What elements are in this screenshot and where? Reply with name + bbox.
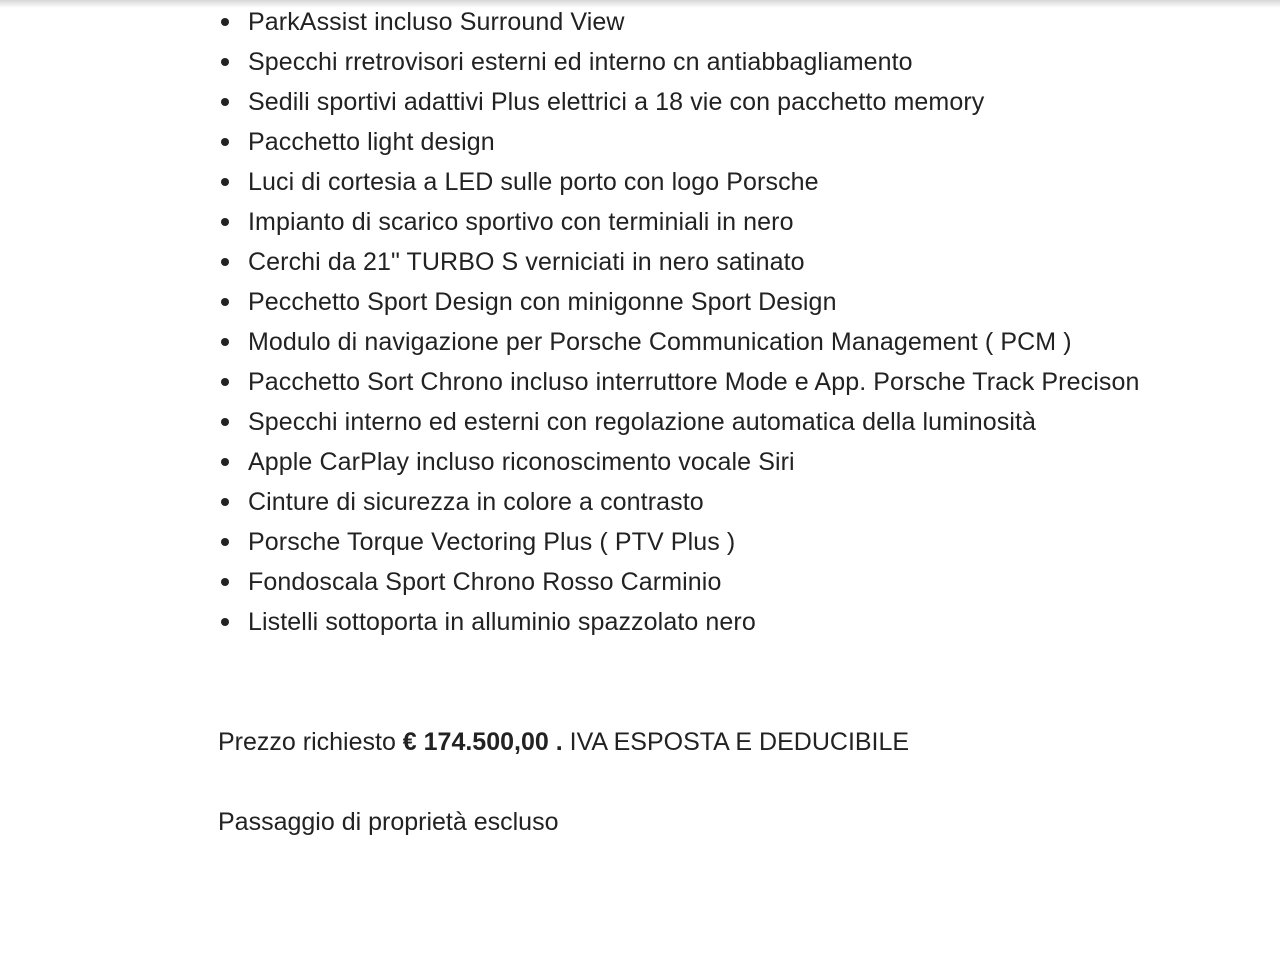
- feature-item: Pecchetto Sport Design con minigonne Sport Design: [218, 282, 1238, 322]
- feature-item: Cerchi da 21" TURBO S verniciati in nero satinato: [218, 242, 1238, 282]
- feature-item: Luci di cortesia a LED sulle porto con logo Porsche: [218, 162, 1238, 202]
- feature-item: Pacchetto Sort Chrono incluso interruttore Mode e App. Porsche Track Precison: [218, 362, 1238, 402]
- transfer-note: Passaggio di proprietà escluso: [218, 808, 559, 836]
- feature-item: Impianto di scarico sportivo con terminiali in nero: [218, 202, 1238, 242]
- feature-item: Listelli sottoporta in alluminio spazzolato nero: [218, 602, 1238, 642]
- feature-item: Sedili sportivi adattivi Plus elettrici a 18 vie con pacchetto memory: [218, 82, 1238, 122]
- price-label: Prezzo richiesto: [218, 728, 403, 756]
- feature-item: Apple CarPlay incluso riconoscimento vocale Siri: [218, 442, 1238, 482]
- feature-item: Cinture di sicurezza in colore a contrasto: [218, 482, 1238, 522]
- feature-item: Specchi rretrovisori esterni ed interno cn antiabbagliamento: [218, 42, 1238, 82]
- listing-description: [218, 2, 1238, 842]
- price-line: [218, 722, 1238, 762]
- features-list: [218, 2, 1238, 642]
- feature-item: ParkAssist incluso Surround View: [218, 2, 1238, 42]
- feature-item: Fondoscala Sport Chrono Rosso Carminio: [218, 562, 1238, 602]
- feature-item: Porsche Torque Vectoring Plus ( PTV Plus ): [218, 522, 1238, 562]
- price-amount: € 174.500,00 .: [402, 728, 563, 756]
- feature-item: Modulo di navigazione per Porsche Communication Management ( PCM ): [218, 322, 1238, 362]
- feature-item: Specchi interno ed esterni con regolazione automatica della luminosità: [218, 402, 1238, 442]
- feature-item: Pacchetto light design: [218, 122, 1238, 162]
- price-vat-note: IVA ESPOSTA E DEDUCIBILE: [562, 728, 910, 756]
